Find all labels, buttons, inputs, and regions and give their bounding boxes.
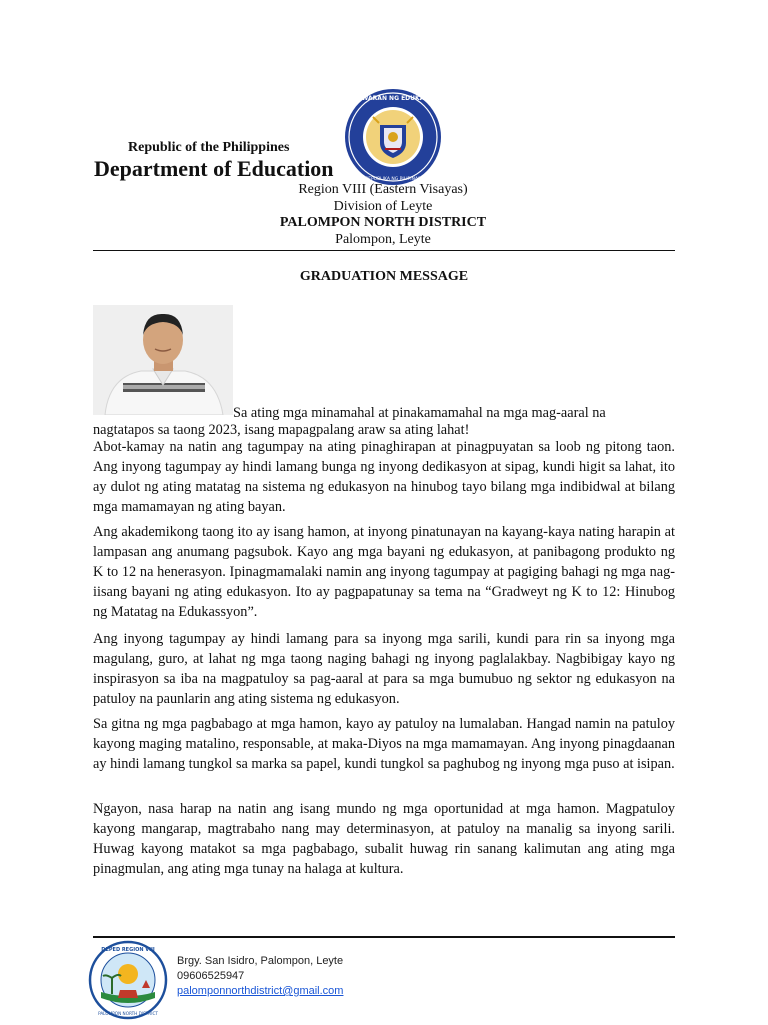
svg-text:PALOMPON NORTH DISTRICT: PALOMPON NORTH DISTRICT xyxy=(98,1011,158,1016)
footer-address: Brgy. San Isidro, Palompon, Leyte xyxy=(177,955,344,967)
body-paragraph-1: Abot-kamay na natin ang tagumpay na ating pinaghirapan at pinagpuyatan sa loob ng pitong taon. Ang inyong tagumpay ay hindi lamang bunga ng inyong dedikasyon at sipag, kundi higit sa lahat, ito ay dulot ng ating matatag na sistema ng edukasyon na hinubog tayo bilang mga indibidwal at bilang mga mamamayan ng ating bayan. xyxy=(93,439,675,515)
body-paragraph-3: Ang inyong tagumpay ay hindi lamang para sa inyong mga sarili, kundi para rin sa inyong mga magulang, guro, at lahat ng mga taong naging bahagi ng inyong paglalakbay. Nagbibigay kayo ng inspirasyon sa iba na magpatuloy sa pag-aaral at para sa mga bumubuo ng sektor ng edukasyon na patuloy na paunlarin ang ating sistema ng edukasyon. xyxy=(93,631,675,707)
body-paragraph-5: Ngayon, nasa harap na natin ang isang mundo ng mga oportunidad at mga hamon. Magpatuloy kayong mangarap, magtrabaho nang may determinasyon, at patuloy na manalig sa inyong sarili. Huwag kayong matakot sa mga pagbabago, subalit huwag rin sanang kalimutan ang ating mga pinagmulan, ang ating mga tunay na halaga at kultura. xyxy=(93,801,675,877)
svg-text:DEPED REGION VIII: DEPED REGION VIII xyxy=(101,947,155,953)
footer-phone: 09606525947 xyxy=(177,970,245,982)
department-title: Department of Education xyxy=(94,156,334,181)
district-text: PALOMPON NORTH DISTRICT xyxy=(279,215,487,230)
division-text: Division of Leyte xyxy=(333,199,433,214)
deped-seal-logo xyxy=(343,87,443,187)
republic-text: Republic of the Philippines xyxy=(128,140,290,155)
region-text: Region VIII (Eastern Visayas) xyxy=(298,182,468,197)
body-paragraph-4: Sa gitna ng mga pagbabago at mga hamon, kayo ay patuloy na lumalaban. Hangad namin na patuloy kayong maging matalino, responsable, at maka-Diyos na mga mamamayan. Ang inyong pinagdaanan ay hindi lamang tungkol sa marka sa papel, kundi tungkol sa paghubog ng inyong mga puso at isipan. xyxy=(93,716,675,772)
official-portrait-photo xyxy=(93,305,233,415)
intro-line-2: nagtatapos sa taong 2023, isang mapagpalang araw sa ating lahat! xyxy=(93,422,470,438)
location-text: Palompon, Leyte xyxy=(335,232,431,247)
body-paragraph-2: Ang akademikong taong ito ay isang hamon, at inyong pinatunayan na kayang-kaya nating harapin at lampasan ang anumang pagsubok. Kayo ang mga bayani ng edukasyon, at panibagong produkto ng K to 12 na henerasyon. Ipinagmamalaki namin ang inyong tagumpay at pagiging bahagi ng mga nag-iisang bayani ng ating edukasyon. Ito ay pagpapatunay sa tema na “Gradweyt ng K to 12: Hinubog ng Matatag na Edukassyon”. xyxy=(93,524,675,620)
district-seal-logo xyxy=(88,940,168,1020)
footer-divider xyxy=(93,936,675,938)
footer-email-link[interactable]: palomponnorthdistrict@gmail.com xyxy=(177,985,344,997)
header-divider xyxy=(93,250,675,251)
svg-text:KAGAWARAN NG EDUKASYON: KAGAWARAN NG EDUKASYON xyxy=(343,95,443,102)
svg-text:REPUBLIKA NG PILIPINAS: REPUBLIKA NG PILIPINAS xyxy=(365,177,421,182)
document-title: GRADUATION MESSAGE xyxy=(299,269,469,284)
intro-line-1: Sa ating mga minamahal at pinakamamahal na mga mag-aaral na xyxy=(233,405,606,421)
